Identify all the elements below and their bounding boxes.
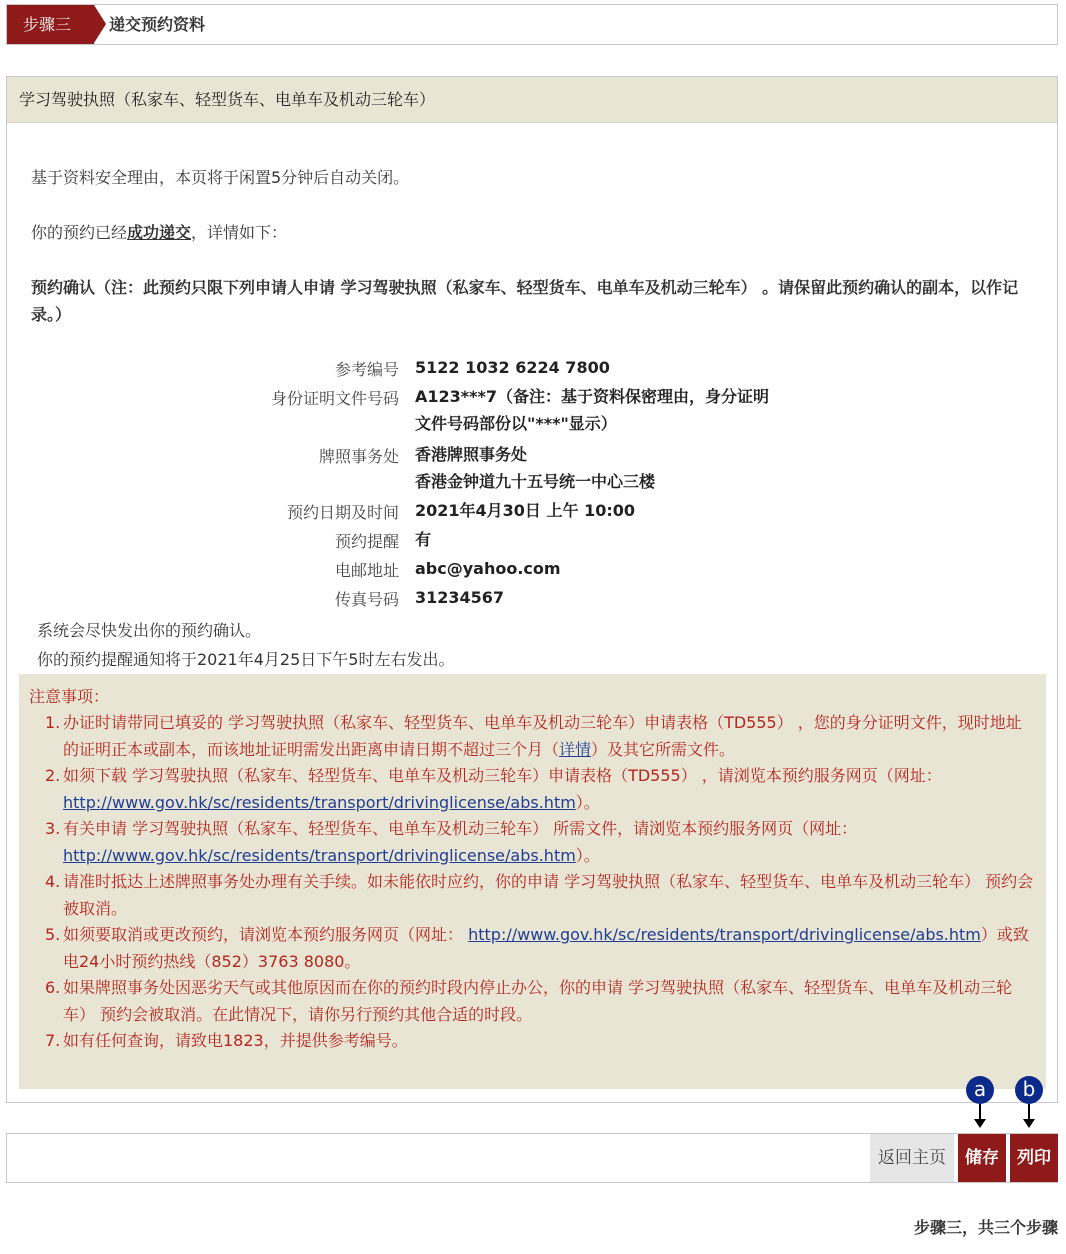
system-note-confirmation: 系统会尽快发出你的预约确认。	[37, 621, 262, 640]
notice-item: 4. 请准时抵达上述牌照事务处办理有关手续。如未能依时应约，你的申请 学习驾驶执照（私家车、轻型货车、电单车及机动三轮车） 预约会被取消。	[45, 872, 1034, 918]
service-url-link[interactable]: http://www.gov.hk/sc/residents/transport/drivinglicense/abs.htm	[63, 845, 576, 865]
email-label: 电邮地址	[334, 561, 399, 580]
confirmation-notice: 预约确认（注：此预约只限下列申请人申请 学习驾驶执照（私家车、轻型货车、电单车及机动三轮车） 。请保留此预约确认的副本，以作记录。）	[31, 278, 1019, 324]
notice-list	[45, 710, 1035, 1055]
save-button[interactable]: 储存	[958, 1134, 1006, 1182]
email-value: abc@yahoo.com	[415, 559, 561, 578]
reference-label: 参考编号	[334, 360, 399, 379]
datetime-value: 2021年4月30日 上午 10:00	[415, 501, 636, 520]
notice-item: 7. 如有任何查询，请致电1823，并提供参考编号。	[45, 1031, 408, 1050]
callout-a: a	[966, 1076, 994, 1104]
step-title: 递交预约资料	[109, 15, 206, 34]
notice-item: 3. 有关申请 学习驾驶执照（私家车、轻型货车、电单车及机动三轮车） 所需文件，请浏览本预约服务网页（网址：http://www.gov.hk/sc/residents/transport/drivinglicense/abs.htm）。	[45, 819, 858, 865]
timeout-message: 基于资料安全理由，本页将于闲置5分钟后自动关闭。	[31, 168, 410, 187]
submitted-link: 成功递交	[127, 223, 192, 242]
appointment-panel	[6, 76, 1058, 1103]
print-button[interactable]: 列印	[1010, 1134, 1058, 1182]
notice-item: 1. 办证时请带同已填妥的 学习驾驶执照（私家车、轻型货车、电单车及机动三轮车）申请表格（TD555） ，您的身分证明文件，现时地址的证明正本或副本，而该地址证明需发出距离申请日期不超过三个月（详情）及其它所需文件。	[45, 713, 1022, 759]
id-label: 身份证明文件号码	[270, 389, 399, 408]
submitted-suffix: ，详情如下：	[191, 223, 288, 242]
submitted-prefix: 你的预约已经	[31, 223, 128, 242]
callout-b: b	[1015, 1076, 1043, 1104]
id-value: A123***7（备注：基于资料保密理由，身分证明文件号码部份以"***"显示）	[415, 387, 770, 433]
notice-title: 注意事项：	[29, 687, 110, 706]
fax-label: 传真号码	[334, 590, 399, 609]
panel-heading: 学习驾驶执照（私家车、轻型货车、电单车及机动三轮车）	[7, 77, 1057, 123]
notice-item: 5. 如须要取消或更改预约，请浏览本预约服务网页（网址： http://www.gov.hk/sc/residents/transport/drivinglicense/abs.htm）或致电24小时预约热线（852）3763 8080。	[45, 925, 1029, 971]
reminder-value: 有	[415, 530, 432, 549]
callout-a-arrow	[979, 1104, 981, 1126]
office-label: 牌照事务处	[318, 447, 399, 466]
step-header	[6, 4, 1058, 45]
office-value-name: 香港牌照事务处	[415, 445, 528, 464]
notice-item: 2. 如须下载 学习驾驶执照（私家车、轻型货车、电单车及机动三轮车）申请表格（TD555） ，请浏览本预约服务网页（网址：http://www.gov.hk/sc/residents/transport/drivinglicense/abs.htm）。	[45, 766, 942, 812]
office-value-address: 香港金钟道九十五号统一中心三楼	[415, 472, 656, 491]
service-url-link[interactable]: http://www.gov.hk/sc/residents/transport/drivinglicense/abs.htm	[468, 925, 981, 944]
details-link[interactable]: 详情	[559, 739, 592, 759]
step-progress: 步骤三，共三个步骤	[913, 1218, 1058, 1237]
step-badge: 步骤三	[7, 5, 94, 44]
datetime-label: 预约日期及时间	[286, 503, 399, 522]
reminder-label: 预约提醒	[334, 532, 399, 551]
system-note-reminder: 你的预约提醒通知将于2021年4月25日下午5时左右发出。	[37, 650, 455, 669]
service-url-link[interactable]: http://www.gov.hk/sc/residents/transport/drivinglicense/abs.htm	[63, 792, 576, 812]
home-button[interactable]: 返回主页	[870, 1134, 954, 1182]
action-bar	[6, 1133, 1058, 1183]
reference-value: 5122 1032 6224 7800	[415, 358, 610, 377]
submitted-message	[31, 220, 287, 243]
fax-value: 31234567	[415, 588, 505, 607]
notice-item: 6. 如果牌照事务处因恶劣天气或其他原因而在你的预约时段内停止办公，你的申请 学习驾驶执照（私家车、轻型货车、电单车及机动三轮车） 预约会被取消。在此情况下，请你另行预约其他合适的时段。	[45, 978, 1013, 1024]
callout-b-arrow	[1028, 1104, 1030, 1126]
notice-box	[19, 674, 1046, 1089]
